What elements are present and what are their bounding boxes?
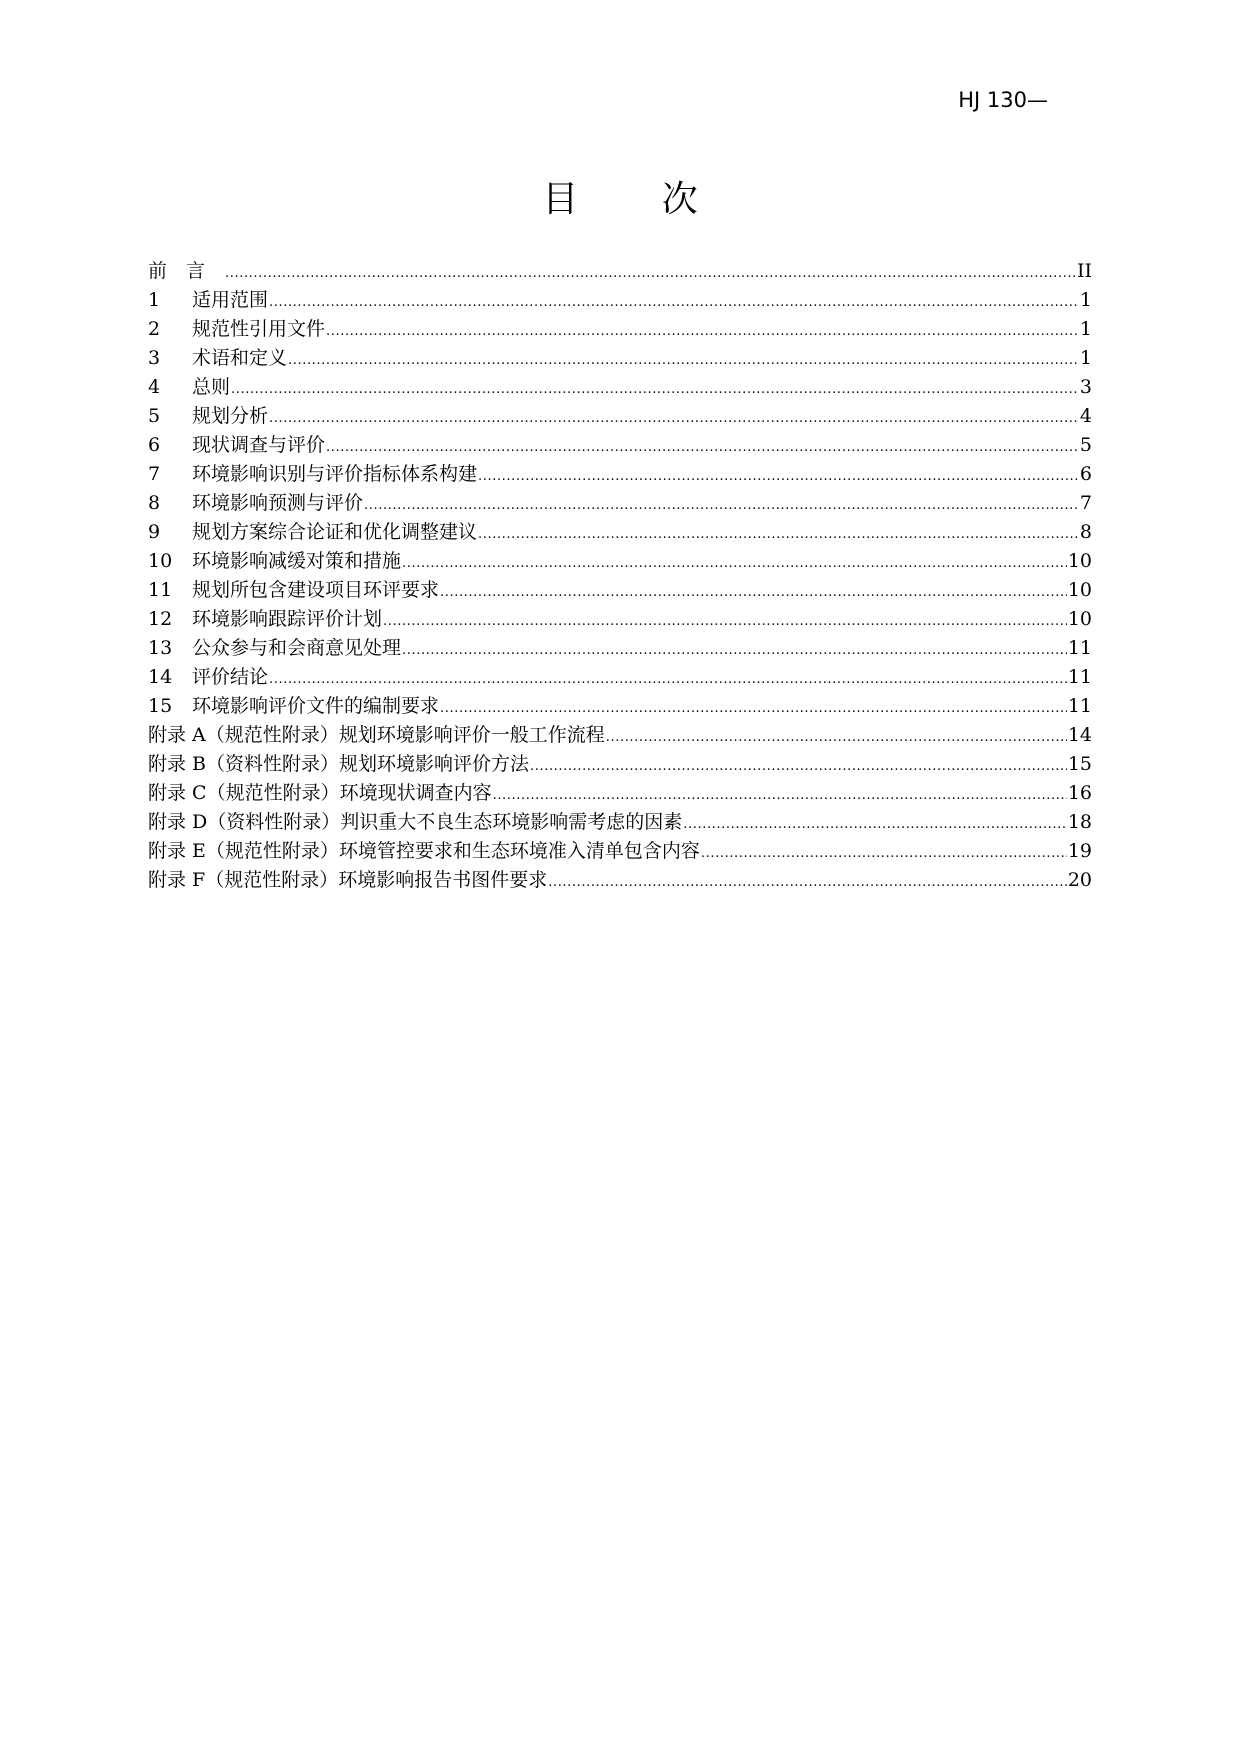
toc-entry[interactable]: [148, 315, 1092, 344]
toc-entry-title: 附录 B（资料性附录）规划环境影响评价方法: [148, 753, 530, 775]
toc-entry-page: 6: [1079, 463, 1092, 485]
toc-dot-leader: [326, 317, 1079, 346]
toc-entry-number: 2: [148, 318, 161, 340]
toc-entry[interactable]: [148, 866, 1092, 895]
toc-entry-page: 1: [1079, 318, 1092, 340]
toc-dot-leader: [326, 433, 1079, 462]
toc-entry-number: 12: [148, 608, 173, 630]
toc-entry-title: 环境影响减缓对策和措施: [192, 550, 402, 572]
toc-entry-number: 11: [148, 579, 173, 601]
toc-entry-title: 规划方案综合论证和优化调整建议: [192, 521, 478, 543]
toc-entry-number: 10: [148, 550, 173, 572]
table-of-contents: [148, 257, 1092, 895]
toc-entry-title: 附录 A（规范性附录）规划环境影响评价一般工作流程: [148, 724, 605, 746]
toc-entry-page: 1: [1079, 347, 1092, 369]
toc-entry-page: 11: [1067, 637, 1092, 659]
toc-entry-title: 环境影响跟踪评价计划: [192, 608, 383, 630]
toc-dot-leader: [478, 462, 1079, 491]
toc-entry-page: 10: [1067, 550, 1092, 572]
toc-entry[interactable]: [148, 576, 1092, 605]
toc-entry[interactable]: [148, 286, 1092, 315]
toc-dot-leader: [493, 781, 1067, 810]
toc-entry-number: 15: [148, 695, 173, 717]
toc-entry[interactable]: [148, 257, 1092, 286]
toc-entry-title: 规范性引用文件: [192, 318, 326, 340]
toc-dot-leader: [440, 578, 1067, 607]
toc-entry-page: 5: [1079, 434, 1092, 456]
toc-entry-title: 规划分析: [192, 405, 269, 427]
toc-dot-leader: [225, 259, 1076, 288]
toc-dot-leader: [269, 665, 1067, 694]
toc-dot-leader: [364, 491, 1079, 520]
toc-entry-title: 规划所包含建设项目环评要求: [192, 579, 440, 601]
toc-entry-title: 总则: [192, 376, 231, 398]
toc-entry-title: 附录 D（资料性附录）判识重大不良生态环境影响需考虑的因素: [148, 811, 683, 833]
toc-entry-page: 1: [1079, 289, 1092, 311]
toc-entry-title: 附录 E（规范性附录）环境管控要求和生态环境准入清单包含内容: [148, 840, 700, 862]
toc-entry[interactable]: [148, 518, 1092, 547]
toc-entry-title: 环境影响识别与评价指标体系构建: [192, 463, 478, 485]
toc-entry-page: 11: [1067, 695, 1092, 717]
toc-entry-number: 5: [148, 405, 161, 427]
toc-dot-leader: [269, 404, 1079, 433]
toc-entry-title: 附录 F（规范性附录）环境影响报告书图件要求: [148, 869, 548, 891]
toc-entry[interactable]: [148, 750, 1092, 779]
toc-entry[interactable]: [148, 634, 1092, 663]
toc-entry-title: 术语和定义: [192, 347, 288, 369]
toc-entry-title: 环境影响预测与评价: [192, 492, 364, 514]
toc-entry-title: 环境影响评价文件的编制要求: [192, 695, 440, 717]
toc-entry-page: 14: [1067, 724, 1092, 746]
toc-entry-title: 评价结论: [192, 666, 269, 688]
toc-entry[interactable]: [148, 547, 1092, 576]
toc-entry-title: 附录 C（规范性附录）环境现状调查内容: [148, 782, 492, 804]
toc-entry-number: 3: [148, 347, 161, 369]
toc-entry-title: 前言: [148, 260, 225, 282]
toc-entry[interactable]: [148, 808, 1092, 837]
toc-dot-leader: [606, 723, 1067, 752]
toc-dot-leader: [530, 752, 1067, 781]
toc-entry-page: 10: [1067, 608, 1092, 630]
toc-entry-number: 7: [148, 463, 161, 485]
toc-entry-page: 20: [1067, 869, 1092, 891]
toc-entry[interactable]: [148, 431, 1092, 460]
toc-entry-page: 15: [1067, 753, 1092, 775]
toc-entry[interactable]: [148, 460, 1092, 489]
toc-entry-page: 8: [1079, 521, 1092, 543]
toc-entry[interactable]: [148, 721, 1092, 750]
toc-entry-number: 14: [148, 666, 173, 688]
toc-entry-page: 3: [1079, 376, 1092, 398]
toc-entry-page: 19: [1067, 840, 1092, 862]
toc-entry-page: 16: [1067, 782, 1092, 804]
toc-dot-leader: [548, 868, 1067, 897]
toc-entry-title: 现状调查与评价: [192, 434, 326, 456]
toc-entry-number: 8: [148, 492, 161, 514]
toc-dot-leader: [701, 839, 1067, 868]
toc-entry-title: 适用范围: [192, 289, 269, 311]
toc-dot-leader: [402, 636, 1067, 665]
toc-entry[interactable]: [148, 663, 1092, 692]
toc-entry-page: 11: [1067, 666, 1092, 688]
toc-entry-title: 公众参与和会商意见处理: [192, 637, 402, 659]
toc-entry-number: 9: [148, 521, 161, 543]
toc-dot-leader: [478, 520, 1079, 549]
toc-entry-page: 4: [1079, 405, 1092, 427]
toc-entry-number: 13: [148, 637, 173, 659]
toc-entry-number: 6: [148, 434, 161, 456]
toc-dot-leader: [683, 810, 1067, 839]
toc-entry[interactable]: [148, 402, 1092, 431]
toc-entry[interactable]: [148, 344, 1092, 373]
toc-title: 目 次: [542, 179, 734, 220]
toc-entry[interactable]: [148, 837, 1092, 866]
toc-dot-leader: [383, 607, 1067, 636]
toc-dot-leader: [269, 288, 1079, 317]
toc-entry[interactable]: [148, 605, 1092, 634]
toc-entry-page: 10: [1067, 579, 1092, 601]
toc-entry-page: 18: [1067, 811, 1092, 833]
document-code: HJ 130—: [958, 88, 1048, 112]
toc-dot-leader: [402, 549, 1067, 578]
toc-dot-leader: [231, 375, 1079, 404]
toc-entry-page: 7: [1079, 492, 1092, 514]
toc-entry[interactable]: [148, 489, 1092, 518]
toc-entry-page: II: [1076, 260, 1092, 282]
toc-dot-leader: [440, 694, 1067, 723]
toc-entry-number: 1: [148, 289, 161, 311]
toc-entry[interactable]: [148, 692, 1092, 721]
toc-entry-number: 4: [148, 376, 161, 398]
toc-dot-leader: [288, 346, 1079, 375]
toc-entry[interactable]: [148, 779, 1092, 808]
toc-entry[interactable]: [148, 373, 1092, 402]
